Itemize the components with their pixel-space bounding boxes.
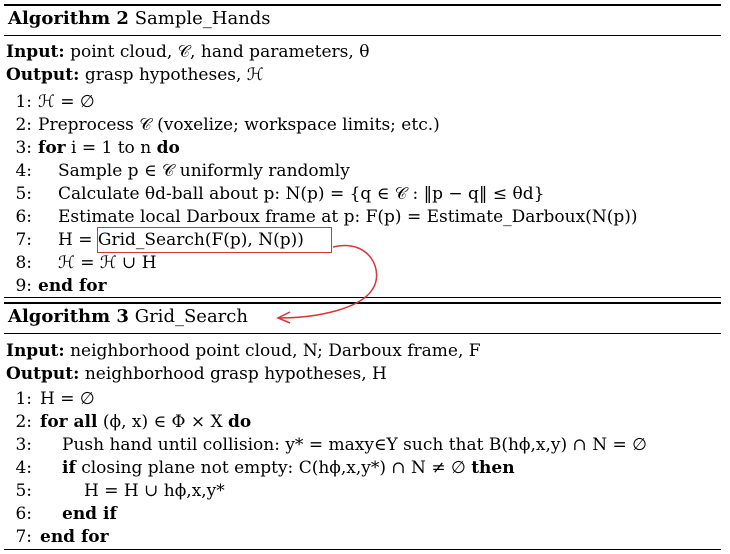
output-label: Output: [6,364,80,384]
keyword-then: then [471,458,515,478]
keyword-if: if [62,458,76,478]
input-label: Input: [6,341,65,361]
algorithm-2-label: Algorithm 2 [8,8,129,29]
output-label: Output: [6,65,80,85]
output-text: grasp hypotheses, ℋ [84,65,264,85]
keyword-for-all: for all [40,412,98,432]
keyword-end-for: end for [40,527,109,547]
keyword-do: do [228,412,252,432]
keyword-for: for [38,138,66,158]
keyword-do: do [156,138,180,158]
algorithm-2-name: Sample_Hands [134,8,271,29]
keyword-end-if: end if [62,504,117,524]
output-text: neighborhood grasp hypotheses, H [84,364,387,384]
algorithm-3-label: Algorithm 3 [8,306,129,327]
algorithm-3-name: Grid_Search [134,306,248,327]
keyword-end-for: end for [38,276,107,296]
input-label: Input: [6,42,65,62]
input-text: neighborhood point cloud, N; Darboux frame, F [70,341,481,361]
input-text: point cloud, 𝒞, hand parameters, θ [70,42,370,62]
